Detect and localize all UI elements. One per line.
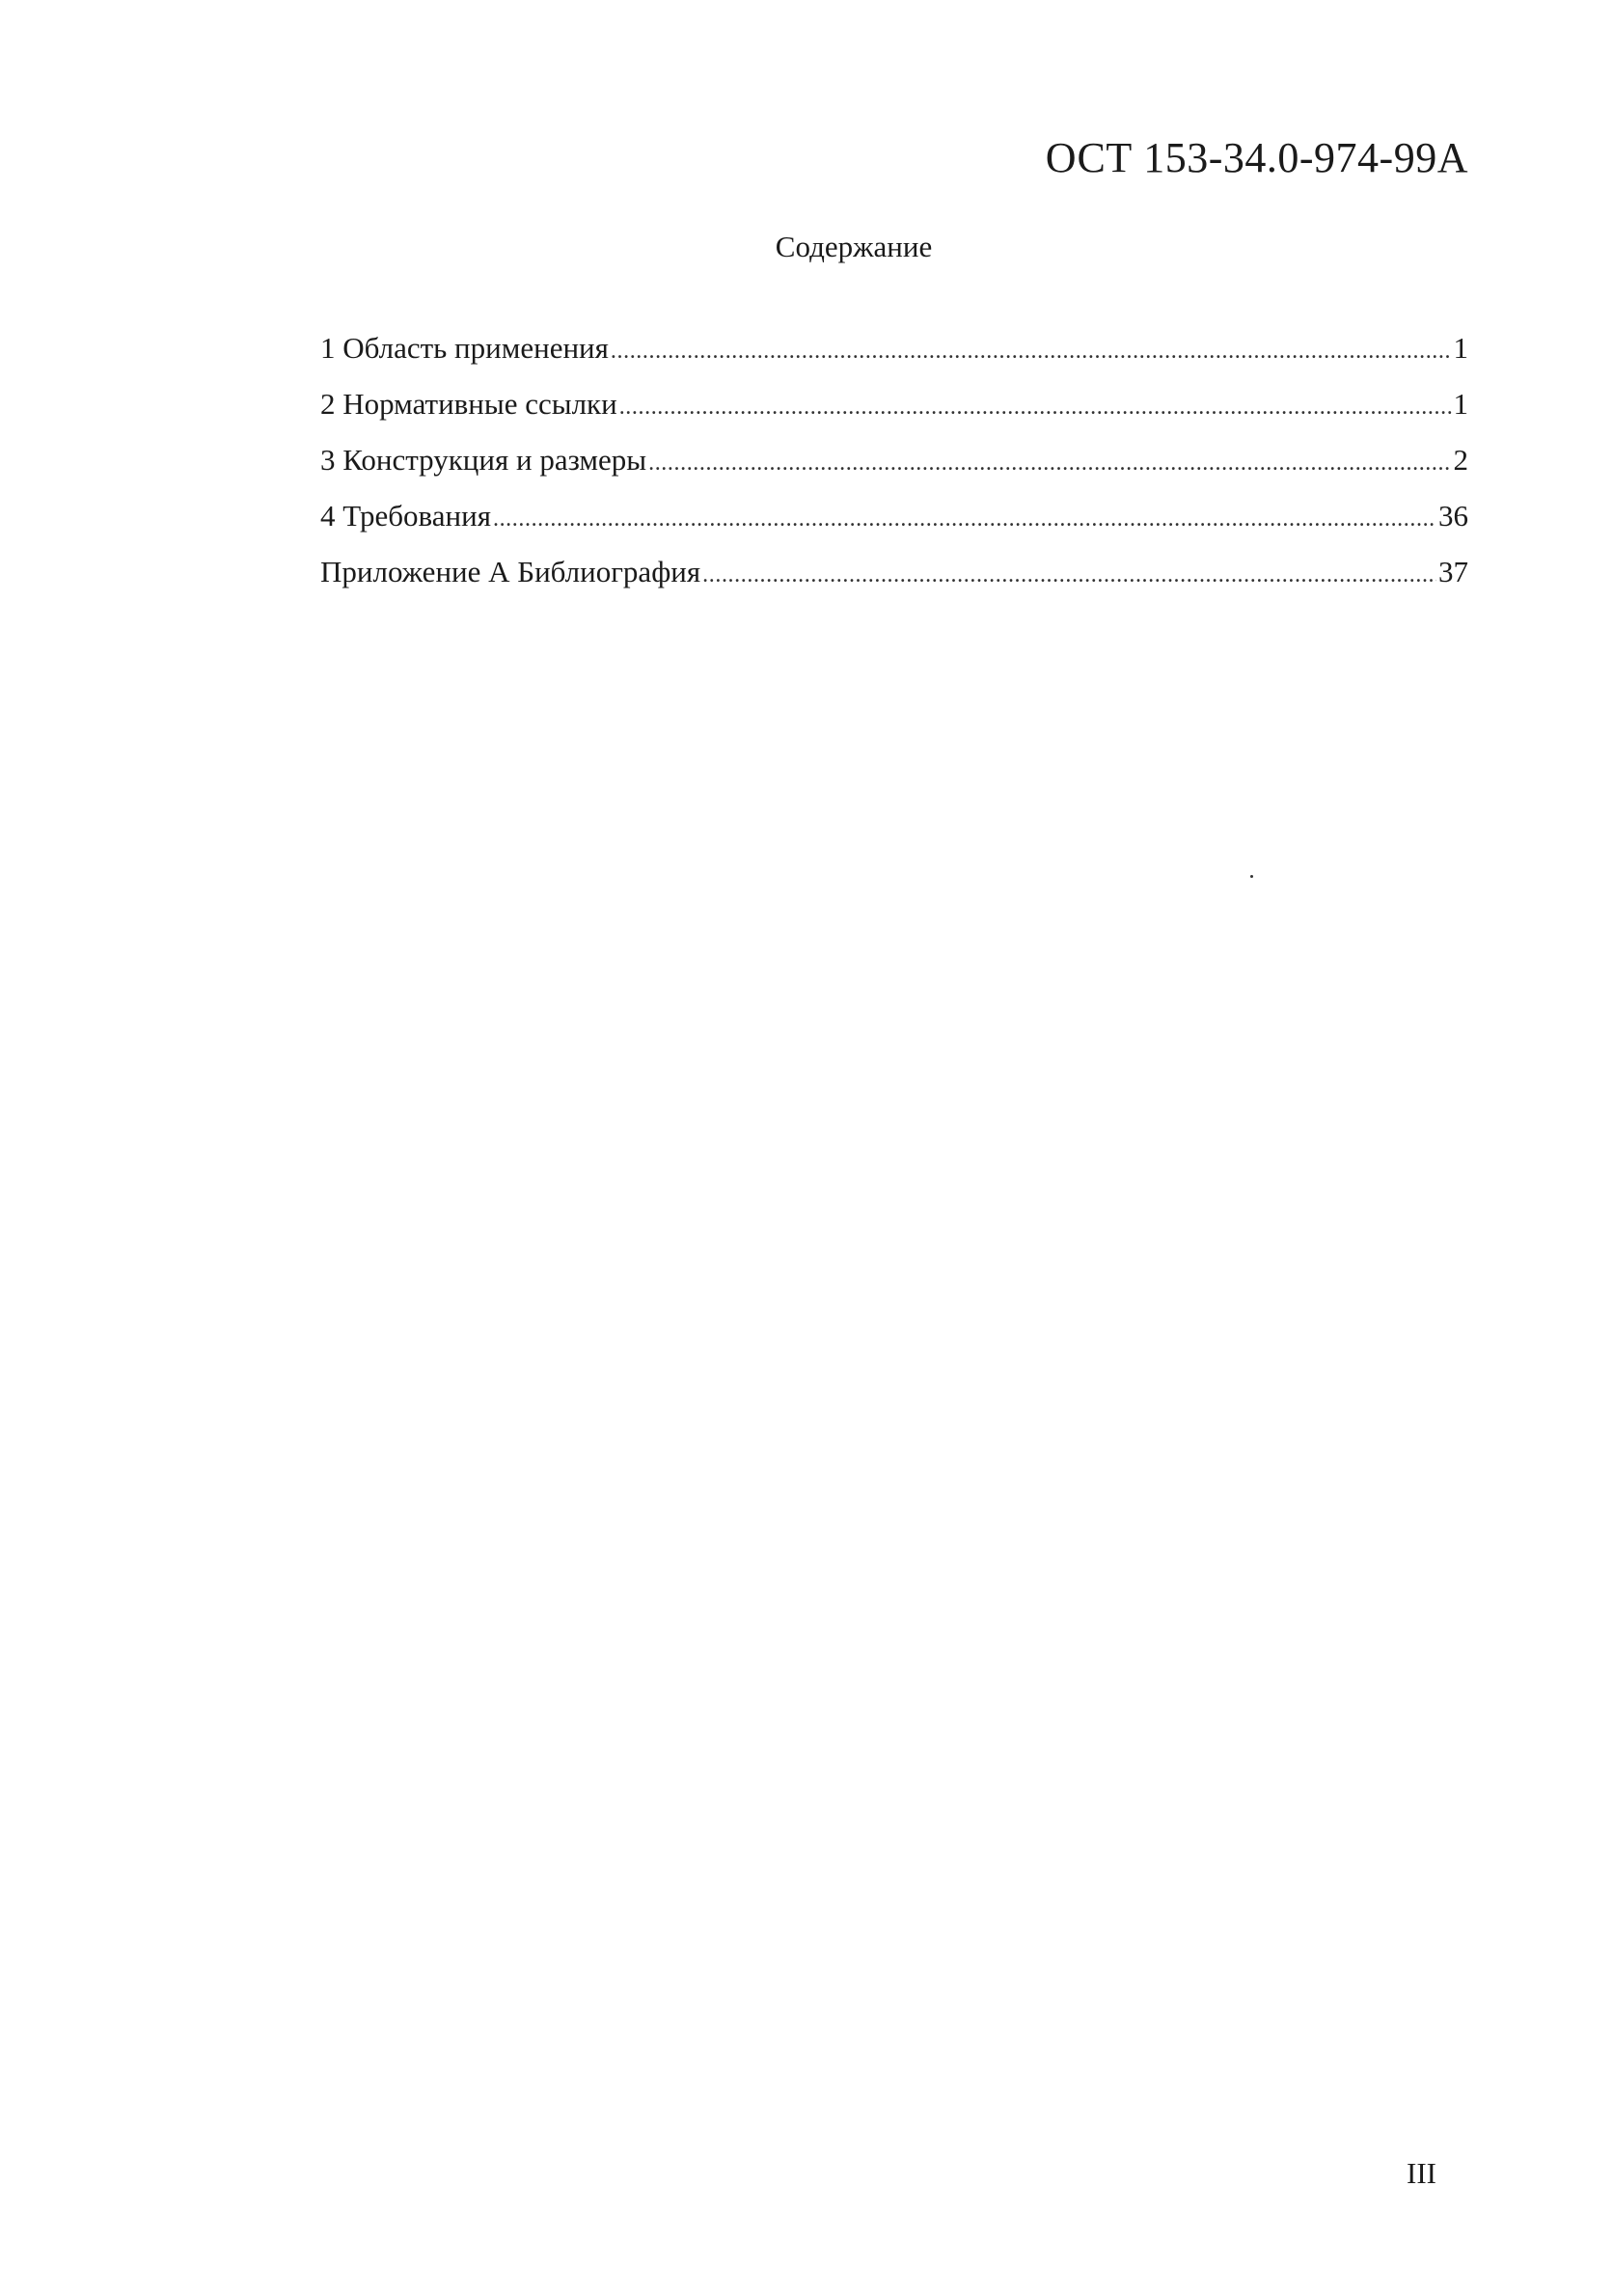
toc-leader-dots <box>702 547 1436 603</box>
toc-entry-page: 37 <box>1438 555 1468 588</box>
toc-entry-label: 3 Конструкция и размеры <box>320 443 647 477</box>
toc-entry-page: 1 <box>1453 387 1468 421</box>
toc-entry-label: 1 Область применения <box>320 331 609 365</box>
toc-entry <box>320 544 1468 600</box>
toc-entry <box>320 376 1468 432</box>
toc-leader-dots <box>611 323 1452 379</box>
toc-leader-dots <box>648 435 1451 491</box>
toc-entry-label: 4 Требования <box>320 499 491 533</box>
toc-entry-page: 2 <box>1453 443 1468 477</box>
toc-entry-page: 36 <box>1438 499 1468 533</box>
toc-entry-page: 1 <box>1453 331 1468 365</box>
toc-entry <box>320 320 1468 376</box>
toc-entry <box>320 488 1468 544</box>
page-number: III <box>1407 2156 1436 2190</box>
toc-entry-label: Приложение А Библиография <box>320 555 701 588</box>
toc-leader-dots <box>619 379 1452 435</box>
table-of-contents <box>320 320 1468 600</box>
scan-speck <box>1250 875 1253 878</box>
toc-entry-label: 2 Нормативные ссылки <box>320 387 617 421</box>
toc-entry <box>320 432 1468 488</box>
toc-title: Содержание <box>775 230 933 263</box>
document-code: ОСТ 153-34.0-974-99А <box>1045 134 1468 181</box>
toc-leader-dots <box>493 491 1436 547</box>
